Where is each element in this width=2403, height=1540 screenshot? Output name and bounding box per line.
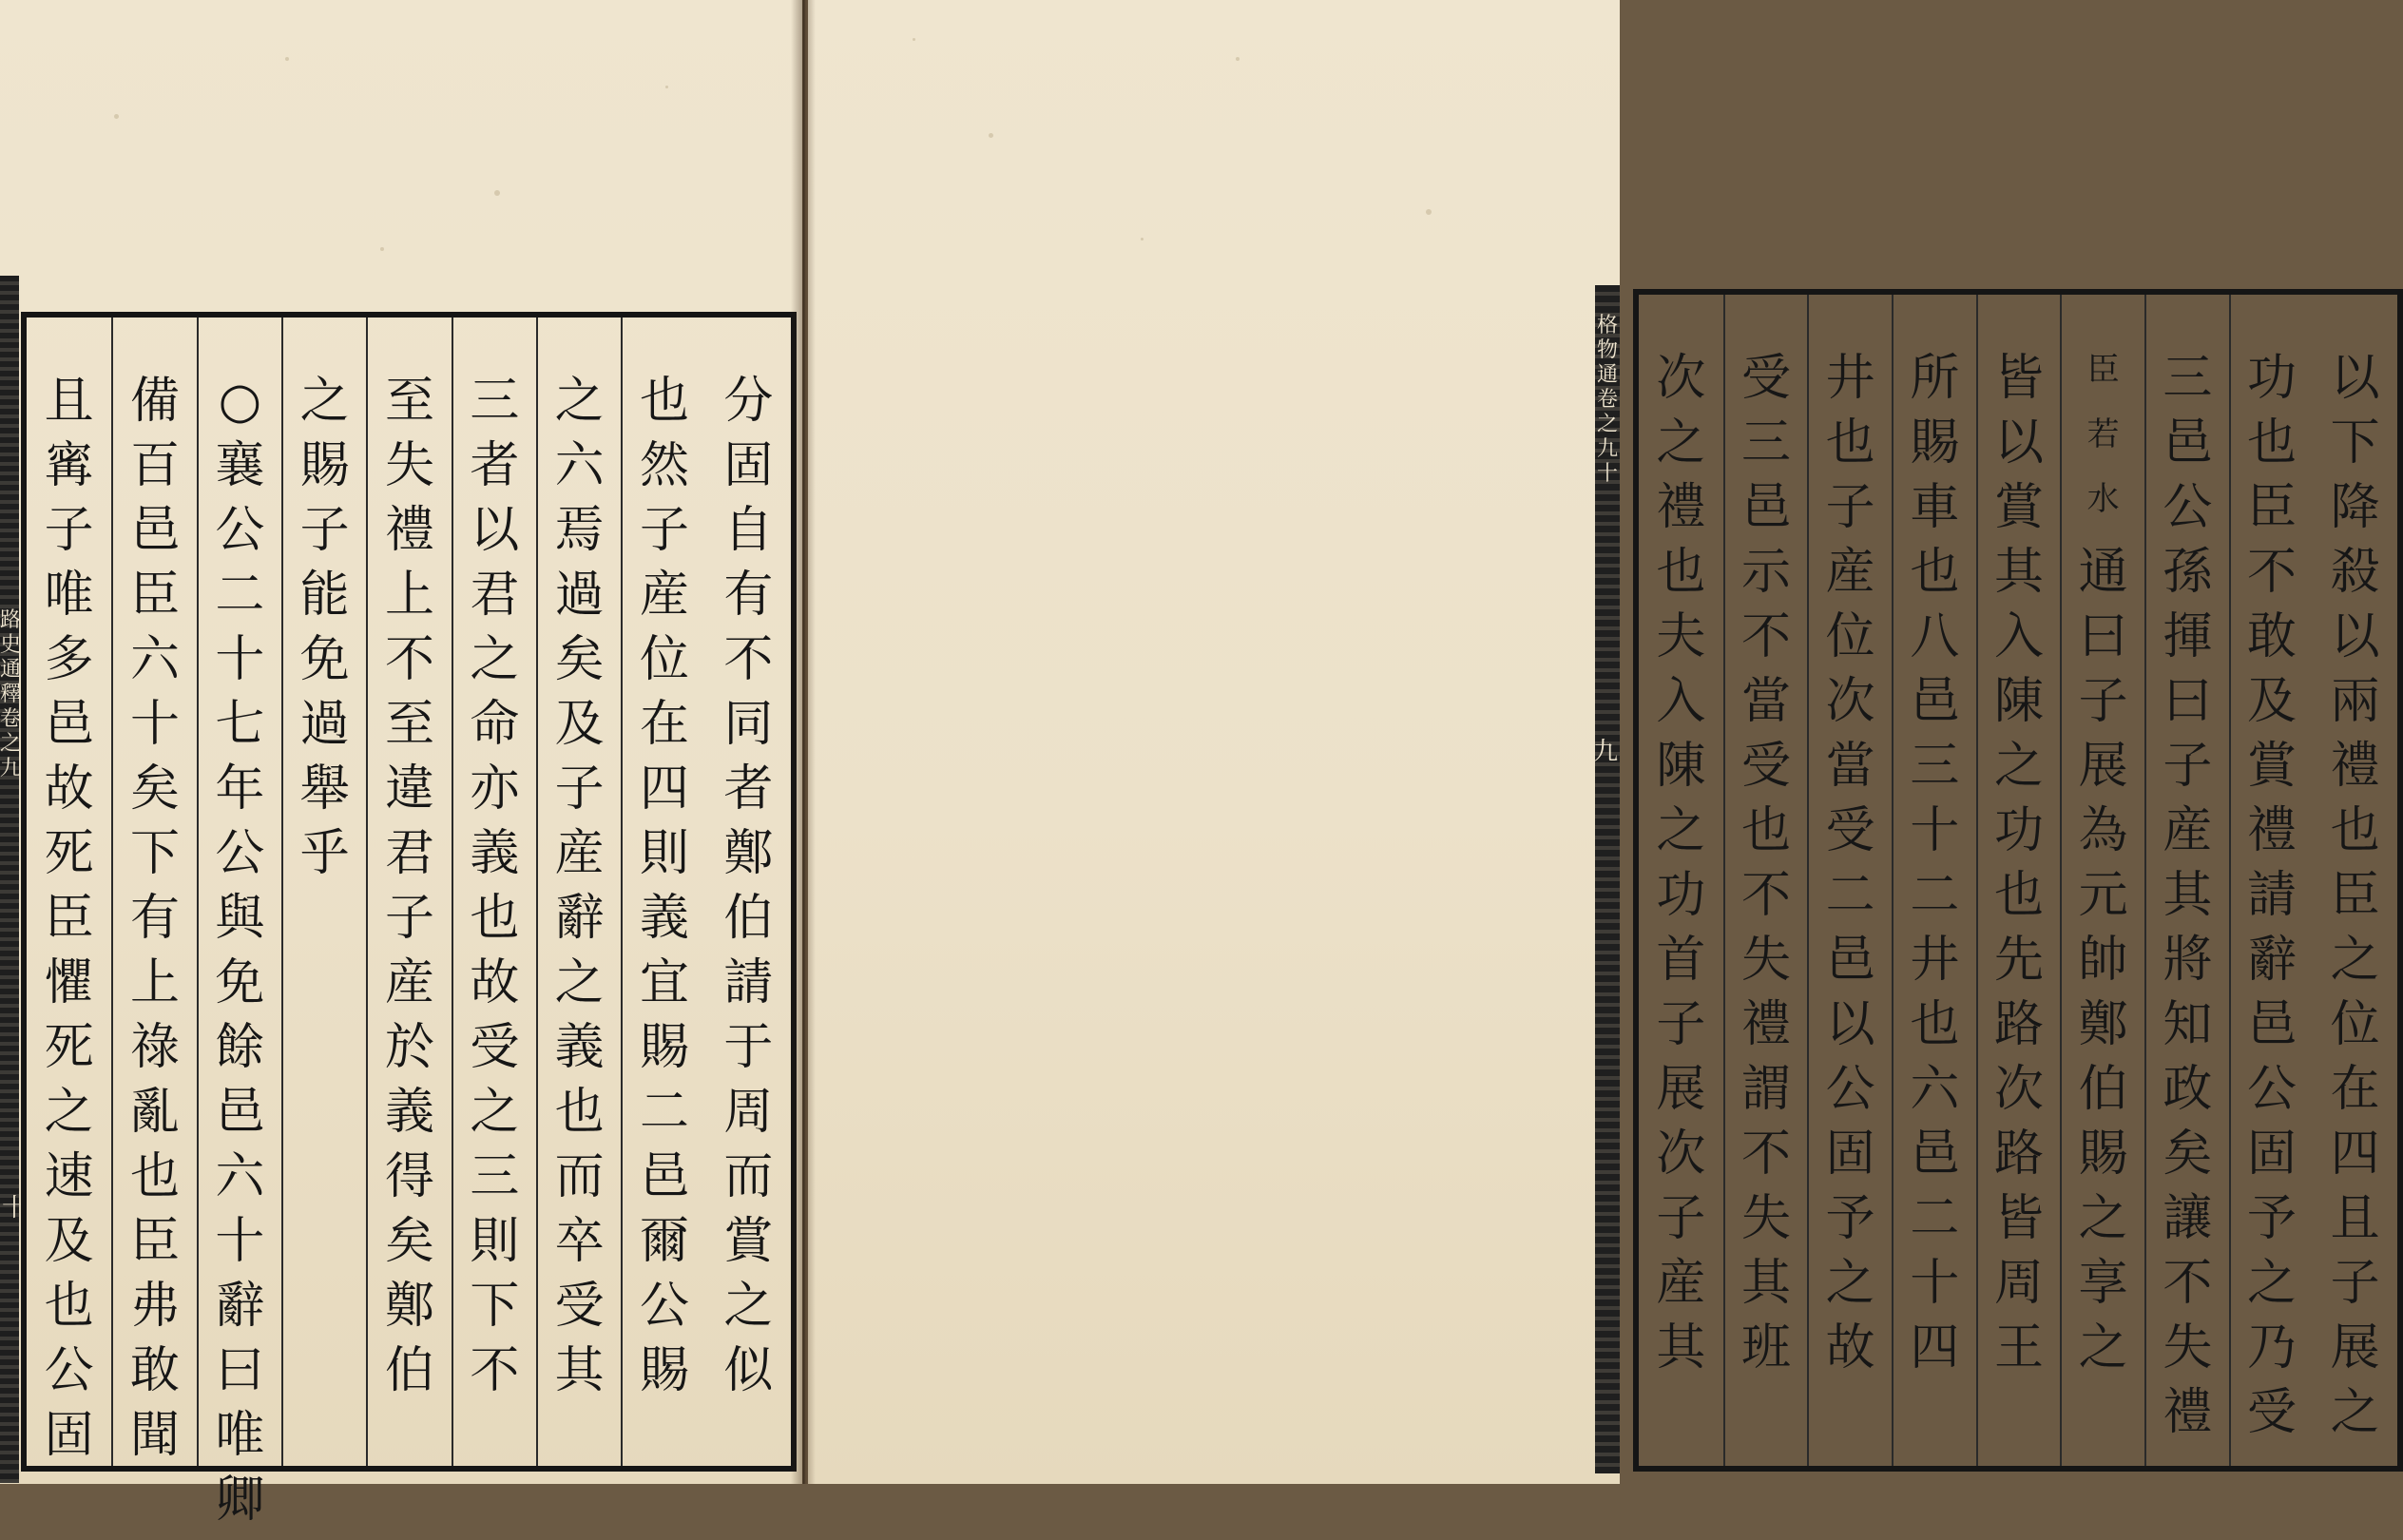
right-column-7 xyxy=(1807,295,1892,1466)
left-column-7 xyxy=(197,318,281,1529)
left-page-edge xyxy=(0,276,22,1483)
right-column-6 xyxy=(1892,295,1976,1466)
right-column-text: 功 也 臣 不 敢 及 賞 禮 請 辭 邑 公 固 予 之 乃 受 xyxy=(2246,350,2297,1441)
right-column-text: 次 之 禮 也 夫 入 陳 之 功 首 子 展 次 子 産 其 xyxy=(1656,350,1706,1376)
left-column-3 xyxy=(536,318,621,1466)
left-column-text: ○ 襄 公 二 十 七 年 公 與 免 餘 邑 六 十 辭 曰 唯 卿 xyxy=(215,373,265,1529)
left-column-text: 之 六 焉 過 矣 及 子 産 辭 之 義 也 而 卒 受 其 xyxy=(554,373,605,1399)
left-column-9 xyxy=(27,318,111,1466)
paper-speck xyxy=(913,38,915,41)
left-column-text: 三 者 以 君 之 命 亦 義 也 故 受 之 三 則 下 不 xyxy=(470,373,520,1399)
right-page xyxy=(808,0,2380,1484)
right-column-1 xyxy=(2313,295,2397,1466)
paper-speck xyxy=(114,114,119,119)
right-column-text: 三 邑 公 孫 揮 曰 子 産 其 將 知 政 矣 讓 不 失 禮 xyxy=(2163,350,2213,1441)
right-column-2 xyxy=(2229,295,2314,1466)
right-column-8 xyxy=(1723,295,1808,1466)
left-column-6 xyxy=(281,318,366,1466)
right-column-text: 所 賜 車 也 八 邑 三 十 二 井 也 六 邑 二 十 四 xyxy=(1910,350,1960,1376)
paper-speck xyxy=(1426,209,1432,215)
right-column-text: 皆 以 賞 其 入 陳 之 功 也 先 路 次 路 皆 周 王 xyxy=(1993,350,2044,1376)
left-column-4 xyxy=(452,318,536,1466)
left-column-text: 之 賜 子 能 免 過 舉 乎 xyxy=(299,373,350,882)
right-column-9 xyxy=(1639,295,1723,1466)
book-gutter xyxy=(791,0,816,1484)
right-column-text: 井 也 子 産 位 次 當 受 二 邑 以 公 固 予 之 故 xyxy=(1825,350,1875,1376)
paper-speck xyxy=(380,247,384,251)
left-edge-title: 路史通釋卷之九 xyxy=(0,608,22,780)
left-column-5 xyxy=(366,318,451,1466)
right-column-4 xyxy=(2060,295,2144,1466)
paper-speck xyxy=(494,190,500,196)
right-column-text: 受 三 邑 示 不 當 受 也 不 失 禮 謂 不 失 其 班 xyxy=(1740,350,1791,1376)
left-column-text: 備 百 邑 臣 六 十 矣 下 有 上 祿 亂 也 臣 弗 敢 聞 xyxy=(129,373,180,1464)
right-column-5 xyxy=(1976,295,2061,1466)
paper-speck xyxy=(1236,57,1240,61)
left-column-2 xyxy=(621,318,705,1466)
left-column-1 xyxy=(706,318,791,1466)
right-text-frame xyxy=(1633,289,2403,1472)
left-column-text: 且 寗 子 唯 多 邑 故 死 臣 懼 死 之 速 及 也 公 固 xyxy=(44,373,94,1464)
right-column-text: 臣 若 水 通 曰 子 展 為 元 帥 鄭 伯 賜 之 享 之 xyxy=(2078,351,2128,1376)
right-folio-number: 九 xyxy=(1592,738,1618,766)
paper-speck xyxy=(989,133,993,138)
right-column-text: 以 下 降 殺 以 兩 禮 也 臣 之 位 在 四 且 子 展 之 xyxy=(2330,350,2380,1441)
paper-speck xyxy=(1141,238,1144,241)
left-text-frame xyxy=(21,312,797,1529)
left-column-text: 也 然 子 産 位 在 四 則 義 宜 賜 二 邑 爾 公 賜 xyxy=(639,373,689,1399)
left-page xyxy=(0,0,802,1529)
paper-speck xyxy=(665,86,668,88)
right-edge-title: 格物通卷之九十 xyxy=(1596,314,1618,486)
left-folio-number: 十 xyxy=(2,1194,28,1222)
paper-speck xyxy=(285,57,289,61)
left-column-8 xyxy=(111,318,196,1466)
left-column-text: 分 固 自 有 不 同 者 鄭 伯 請 于 周 而 賞 之 似 xyxy=(723,373,774,1399)
right-column-3 xyxy=(2144,295,2229,1466)
left-column-text: 至 失 禮 上 不 至 違 君 子 産 於 義 得 矣 鄭 伯 xyxy=(384,373,434,1399)
